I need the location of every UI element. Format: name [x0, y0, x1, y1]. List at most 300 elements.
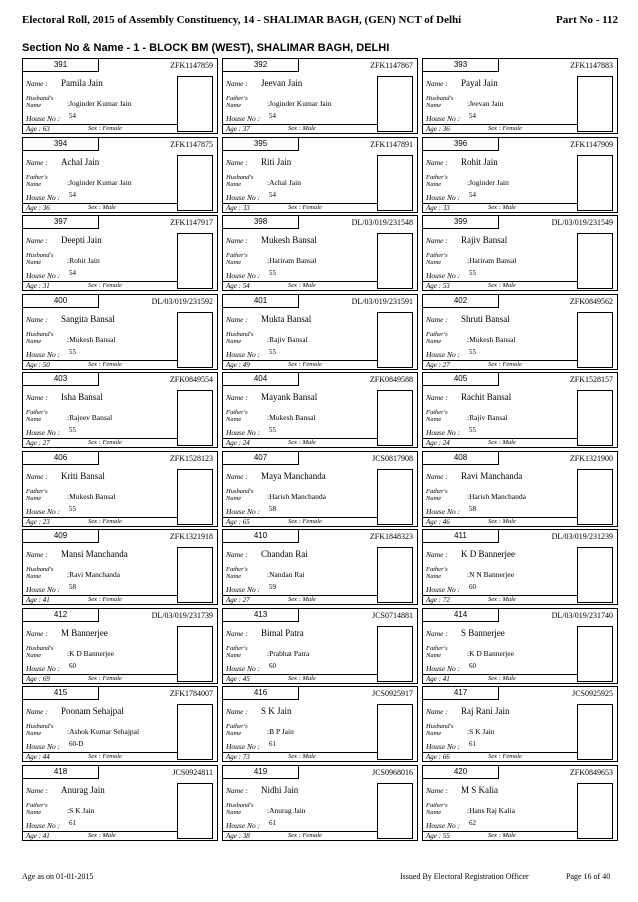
relation-label: Husband's Name: [226, 487, 254, 502]
house-number: 60: [469, 583, 476, 591]
photo-box: [577, 547, 613, 603]
photo-box: [177, 783, 213, 839]
epic-number: DL/03/019/231740: [551, 610, 613, 620]
voter-sex: Sex : Male: [488, 282, 516, 289]
voter-card: [422, 529, 618, 605]
name-label: Name :: [226, 550, 248, 559]
house-number: 60: [469, 661, 476, 670]
name-label: Name :: [426, 707, 448, 716]
name-label: Name :: [26, 79, 48, 88]
relation-label: Husband's Name: [426, 723, 454, 737]
serial-number: 396: [423, 138, 499, 151]
voter-age: Age : 41: [426, 674, 450, 683]
relation-name: :Harish Manchanda: [467, 491, 526, 501]
age-sex-line: [423, 203, 577, 213]
name-label: Name :: [426, 393, 448, 402]
relation-label: Father's Name: [226, 95, 248, 109]
serial-number: 392: [223, 59, 299, 72]
voter-name: Ravi Manchanda: [461, 470, 523, 481]
house-label: House No :: [426, 192, 461, 202]
name-label: Name :: [426, 314, 448, 324]
age-sex-line: [223, 124, 377, 134]
voter-sex: Sex : Female: [88, 753, 122, 760]
photo-box: [377, 469, 413, 525]
serial-number: 414: [423, 609, 499, 622]
serial-number: 416: [223, 687, 299, 700]
house-number: 54: [469, 112, 476, 120]
voter-card: [422, 58, 618, 134]
relation-name: :Achal Jain: [267, 177, 301, 187]
voter-card: [22, 58, 218, 134]
relation-label: Husband's Name: [26, 330, 54, 345]
age-sex-line: [423, 831, 577, 841]
relation-name: :Joginder Kumar Jain: [267, 99, 332, 108]
voter-name: Mansi Manchanda: [61, 549, 128, 559]
relation-name: :Prabhat Patra: [267, 648, 310, 658]
photo-box: [177, 76, 213, 132]
relation-name: :Ashok Kumar Sehajpal: [67, 727, 140, 736]
voter-card: [222, 58, 418, 134]
relation-label: Father's Name: [26, 801, 48, 816]
age-sex-line: [223, 831, 377, 841]
photo-box: [377, 390, 413, 446]
voter-name: Shruti Bansal: [461, 313, 510, 324]
house-label: House No :: [226, 506, 261, 516]
voter-name: Raj Rani Jain: [461, 706, 510, 716]
voter-name: Mukta Bansal: [261, 313, 312, 324]
age-sex-line: [223, 360, 377, 370]
voter-card: [422, 137, 618, 213]
house-number: 61: [69, 818, 76, 827]
name-label: Name :: [226, 471, 248, 481]
serial-number: 415: [23, 687, 99, 700]
relation-name: :Rajiv Bansal: [467, 413, 508, 422]
voter-name: Riti Jain: [261, 156, 292, 167]
relation-label: Father's Name: [226, 723, 248, 737]
photo-box: [377, 626, 413, 682]
age-sex-line: [23, 360, 177, 370]
voter-sex: Sex : Female: [288, 517, 322, 525]
house-label: House No :: [426, 428, 461, 437]
relation-name: :Rohit Jain: [67, 256, 100, 265]
voter-card: [222, 451, 418, 527]
relation-label: Husband's Name: [26, 723, 54, 737]
voter-age: Age : 27: [226, 596, 250, 604]
name-label: Name :: [26, 550, 48, 559]
voter-sex: Sex : Female: [488, 360, 522, 368]
name-label: Name :: [226, 393, 248, 402]
house-label: House No :: [226, 428, 261, 437]
relation-name: :Ravi Manchanda: [67, 570, 121, 579]
voter-name: Payal Jain: [461, 78, 498, 88]
name-label: Name :: [426, 79, 448, 88]
name-label: Name :: [26, 707, 48, 716]
relation-name: :S K Jain: [467, 727, 495, 736]
photo-box: [577, 390, 613, 446]
house-number: 58: [469, 504, 476, 513]
voter-card: [22, 608, 218, 684]
voter-name: S K Jain: [261, 706, 292, 716]
house-number: 55: [69, 504, 76, 513]
serial-number: 411: [423, 530, 499, 543]
voter-age: Age : 33: [426, 203, 450, 212]
house-number: 60: [69, 661, 76, 670]
house-label: House No :: [26, 349, 61, 359]
house-number: 55: [69, 347, 76, 356]
epic-number: JCS0817908: [372, 453, 413, 463]
voter-age: Age : 55: [426, 831, 450, 840]
voter-age: Age : 73: [226, 753, 250, 761]
voter-age: Age : 38: [226, 831, 250, 840]
house-label: House No :: [426, 820, 461, 830]
voter-sex: Sex : Female: [488, 125, 522, 132]
house-number: 61: [469, 740, 476, 748]
voter-name: Anurag Jain: [61, 784, 105, 795]
house-label: House No :: [426, 663, 461, 673]
relation-label: Father's Name: [226, 252, 248, 266]
name-label: Name :: [26, 393, 48, 402]
relation-name: :Jeevan Jain: [467, 99, 504, 108]
house-number: 55: [469, 347, 476, 356]
age-sex-line: [23, 752, 177, 762]
voter-age: Age : 23: [26, 517, 50, 526]
epic-number: ZFK1321900: [569, 453, 613, 463]
house-label: House No :: [226, 742, 261, 751]
serial-number: 393: [423, 59, 499, 72]
serial-number: 407: [223, 452, 299, 465]
serial-number: 403: [23, 373, 99, 386]
age-sex-line: [23, 124, 177, 134]
voter-card: [22, 372, 218, 448]
house-number: 54: [69, 269, 76, 277]
relation-name: :Rajeev Bansal: [67, 413, 113, 422]
epic-number: JCS0925925: [572, 689, 613, 698]
voter-age: Age : 33: [226, 203, 250, 212]
relation-label: Father's Name: [226, 566, 248, 580]
relation-name: :K D Bannerjee: [67, 648, 115, 658]
name-label: Name :: [26, 471, 48, 481]
voter-name: Rajiv Bansal: [461, 235, 508, 245]
serial-number: 391: [23, 59, 99, 72]
name-label: Name :: [426, 157, 448, 167]
voter-sex: Sex : Male: [288, 282, 316, 289]
voter-card: [22, 451, 218, 527]
voter-sex: Sex : Male: [488, 831, 516, 839]
voter-name: Rachit Bansal: [461, 392, 512, 402]
relation-name: :K D Bannerjee: [467, 648, 515, 658]
photo-box: [577, 626, 613, 682]
relation-label: Husband's Name: [226, 173, 254, 188]
epic-number: ZFK1528157: [569, 375, 613, 384]
epic-number: JCS0925917: [372, 689, 413, 698]
voter-name: Mukesh Bansal: [261, 235, 317, 245]
relation-name: :Rajiv Bansal: [267, 334, 308, 344]
house-label: House No :: [26, 192, 61, 202]
voter-sex: Sex : Female: [88, 596, 122, 603]
house-number: 54: [469, 190, 476, 199]
epic-number: ZFK1784007: [169, 689, 213, 698]
house-label: House No :: [226, 192, 261, 202]
relation-label: Father's Name: [426, 252, 448, 266]
voter-name: S Bannerjee: [461, 627, 505, 638]
voter-age: Age : 44: [26, 753, 50, 761]
voter-name: Deepti Jain: [61, 235, 102, 245]
photo-box: [377, 547, 413, 603]
voter-card: [222, 372, 418, 448]
voter-name: Isha Bansal: [61, 392, 103, 402]
voter-card: [222, 137, 418, 213]
photo-box: [377, 155, 413, 211]
voter-name: Mayank Bansal: [261, 392, 318, 402]
relation-name: :Joginder Jain: [467, 177, 509, 187]
epic-number: ZFK1147875: [170, 139, 213, 149]
photo-box: [577, 233, 613, 289]
epic-number: ZFK1321918: [169, 532, 213, 541]
voter-name: Achal Jain: [61, 156, 100, 167]
house-number: 58: [69, 583, 76, 591]
relation-name: :Harish Manchanda: [267, 491, 326, 501]
serial-number: 410: [223, 530, 299, 543]
voter-card: [22, 294, 218, 370]
serial-number: 409: [23, 530, 99, 543]
house-number: 55: [469, 426, 476, 434]
footer-age-note: Age as on 01-01-2015: [22, 872, 94, 881]
house-label: House No :: [226, 271, 261, 280]
name-label: Name :: [226, 314, 248, 324]
serial-number: 395: [223, 138, 299, 151]
voter-sex: Sex : Male: [88, 203, 116, 211]
voter-name: Maya Manchanda: [261, 470, 326, 481]
relation-label: Father's Name: [426, 487, 448, 502]
voter-sex: Sex : Male: [488, 439, 516, 446]
voter-card: [22, 765, 218, 841]
relation-label: Husband's Name: [226, 330, 254, 345]
serial-number: 420: [423, 766, 499, 779]
epic-number: ZFK1147867: [370, 61, 413, 70]
house-number: 54: [69, 112, 76, 120]
photo-box: [377, 312, 413, 368]
name-label: Name :: [426, 785, 448, 795]
age-sex-line: [423, 517, 577, 527]
photo-box: [377, 783, 413, 839]
photo-box: [577, 783, 613, 839]
house-number: 55: [269, 347, 276, 356]
age-sex-line: [223, 752, 377, 762]
name-label: Name :: [426, 471, 448, 481]
voter-card: [222, 765, 418, 841]
voter-age: Age : 53: [426, 282, 450, 290]
voter-sex: Sex : Male: [288, 753, 316, 760]
voter-age: Age : 27: [426, 360, 450, 369]
name-label: Name :: [26, 314, 48, 324]
epic-number: DL/03/019/231592: [151, 296, 213, 306]
roll-header: [22, 14, 618, 26]
epic-number: ZFK1528123: [169, 453, 213, 463]
house-label: House No :: [26, 663, 61, 673]
voter-name: Sangita Bansal: [61, 313, 115, 324]
voter-sex: Sex : Female: [488, 753, 522, 760]
relation-label: Father's Name: [426, 409, 448, 423]
house-number: 54: [269, 112, 276, 120]
photo-box: [177, 155, 213, 211]
serial-number: 408: [423, 452, 499, 465]
house-label: House No :: [226, 663, 261, 673]
name-label: Name :: [226, 628, 248, 638]
epic-number: JCS0968016: [372, 767, 413, 777]
epic-number: ZFK1147883: [570, 61, 613, 70]
serial-number: 413: [223, 609, 299, 622]
voter-age: Age : 46: [426, 517, 450, 526]
voter-sex: Sex : Male: [488, 596, 516, 603]
epic-number: ZFK1147917: [170, 218, 213, 227]
name-label: Name :: [226, 785, 248, 795]
voter-sex: Sex : Male: [488, 203, 516, 211]
epic-number: ZFK1848323: [369, 532, 413, 541]
voter-sex: Sex : Male: [288, 674, 316, 682]
roll-title: Electoral Roll, 2015 of Assembly Constituency, 14 - SHALIMAR BAGH, (GEN) NCT of Delhi: [22, 14, 462, 26]
photo-box: [377, 704, 413, 760]
voter-sex: Sex : Male: [288, 439, 316, 446]
voter-age: Age : 72: [426, 596, 450, 604]
voter-age: Age : 41: [26, 831, 50, 840]
age-sex-line: [23, 595, 177, 605]
house-number: 55: [469, 269, 476, 277]
voter-name: M Bannerjee: [61, 627, 108, 638]
voter-card: [422, 294, 618, 370]
voter-age: Age : 69: [26, 674, 50, 683]
house-label: House No :: [26, 742, 61, 751]
house-label: House No :: [426, 506, 461, 516]
relation-name: :Nandan Rai: [267, 570, 305, 579]
epic-number: ZFK0849653: [569, 767, 613, 777]
serial-number: 398: [223, 216, 299, 229]
voter-sex: Sex : Male: [288, 125, 316, 132]
name-label: Name :: [226, 157, 248, 167]
voter-age: Age : 24: [226, 439, 250, 447]
house-number: 61: [269, 740, 276, 748]
age-sex-line: [23, 831, 177, 841]
serial-number: 412: [23, 609, 99, 622]
voter-name: Rohit Jain: [461, 156, 498, 167]
photo-box: [577, 469, 613, 525]
relation-label: Father's Name: [26, 409, 48, 423]
name-label: Name :: [426, 236, 448, 245]
age-sex-line: [423, 124, 577, 134]
voter-sex: Sex : Male: [488, 517, 516, 525]
footer-page-number: Page 16 of 40: [566, 872, 611, 881]
age-sex-line: [423, 674, 577, 684]
relation-name: :Hans Raj Kalia: [467, 805, 515, 815]
voter-age: Age : 41: [26, 596, 50, 604]
house-number: 55: [69, 426, 76, 434]
serial-number: 397: [23, 216, 99, 229]
age-sex-line: [423, 752, 577, 762]
photo-box: [177, 390, 213, 446]
photo-box: [177, 626, 213, 682]
relation-label: Father's Name: [426, 566, 448, 580]
voter-name: M S Kalia: [461, 784, 498, 795]
relation-name: :Mukesh Bansal: [467, 334, 516, 344]
voter-age: Age : 49: [226, 360, 250, 369]
house-label: House No :: [26, 114, 61, 123]
serial-number: 402: [423, 295, 499, 308]
name-label: Name :: [426, 628, 448, 638]
relation-label: Husband's Name: [26, 95, 54, 109]
voter-card: [422, 765, 618, 841]
house-label: House No :: [26, 585, 61, 594]
age-sex-line: [423, 438, 577, 448]
age-sex-line: [423, 595, 577, 605]
voter-age: Age : 66: [426, 753, 450, 761]
photo-box: [577, 704, 613, 760]
photo-box: [577, 155, 613, 211]
name-label: Name :: [26, 157, 48, 167]
house-label: House No :: [26, 820, 61, 830]
age-sex-line: [223, 438, 377, 448]
voter-sex: Sex : Female: [88, 439, 122, 446]
house-number: 55: [269, 426, 276, 434]
age-sex-line: [423, 360, 577, 370]
part-number: Part No - 112: [555, 14, 618, 26]
house-number: 54: [69, 190, 76, 199]
relation-name: :N N Bannerjee: [467, 570, 515, 579]
voter-card: [222, 294, 418, 370]
photo-box: [577, 312, 613, 368]
relation-label: Father's Name: [226, 644, 248, 659]
house-number: 62: [469, 818, 476, 827]
voter-card: [222, 215, 418, 291]
epic-number: ZFK0849554: [169, 375, 213, 384]
house-number: 54: [269, 190, 276, 199]
voter-age: Age : 63: [26, 125, 50, 133]
voter-sex: Sex : Male: [88, 831, 116, 839]
photo-box: [377, 233, 413, 289]
name-label: Name :: [26, 785, 48, 795]
house-label: House No :: [26, 506, 61, 516]
relation-label: Father's Name: [226, 409, 248, 423]
relation-name: :Mukesh Bansal: [67, 334, 116, 344]
relation-label: Father's Name: [426, 330, 448, 345]
serial-number: 394: [23, 138, 99, 151]
epic-number: DL/03/019/231549: [551, 218, 613, 227]
photo-box: [177, 233, 213, 289]
serial-number: 405: [423, 373, 499, 386]
relation-name: :B P Jain: [267, 727, 294, 736]
footer-issued-by: Issued By Electoral Registration Officer: [400, 872, 529, 881]
epic-number: JCS0924811: [172, 767, 213, 777]
relation-label: Husband's Name: [26, 252, 54, 266]
serial-number: 401: [223, 295, 299, 308]
house-number: 59: [269, 583, 276, 591]
house-number: 61: [269, 818, 276, 827]
age-sex-line: [23, 203, 177, 213]
relation-name: :Mukesh Bansal: [267, 413, 316, 422]
voter-name: Kriti Bansal: [61, 470, 105, 481]
voter-age: Age : 54: [226, 282, 250, 290]
voter-sex: Sex : Female: [88, 674, 122, 682]
voter-name: Bimal Patra: [261, 627, 304, 638]
name-label: Name :: [26, 628, 48, 638]
age-sex-line: [23, 674, 177, 684]
relation-label: Father's Name: [26, 487, 48, 502]
relation-label: Husband's Name: [426, 95, 454, 109]
relation-name: :Hariram Bansal: [267, 256, 317, 265]
voter-sex: Sex : Male: [288, 596, 316, 603]
epic-number: DL/03/019/231739: [151, 610, 213, 620]
photo-box: [177, 547, 213, 603]
section-title: Section No & Name - 1 - BLOCK BM (WEST), SHALIMAR BAGH, DELHI: [22, 42, 390, 54]
epic-number: ZFK1147909: [570, 139, 613, 149]
